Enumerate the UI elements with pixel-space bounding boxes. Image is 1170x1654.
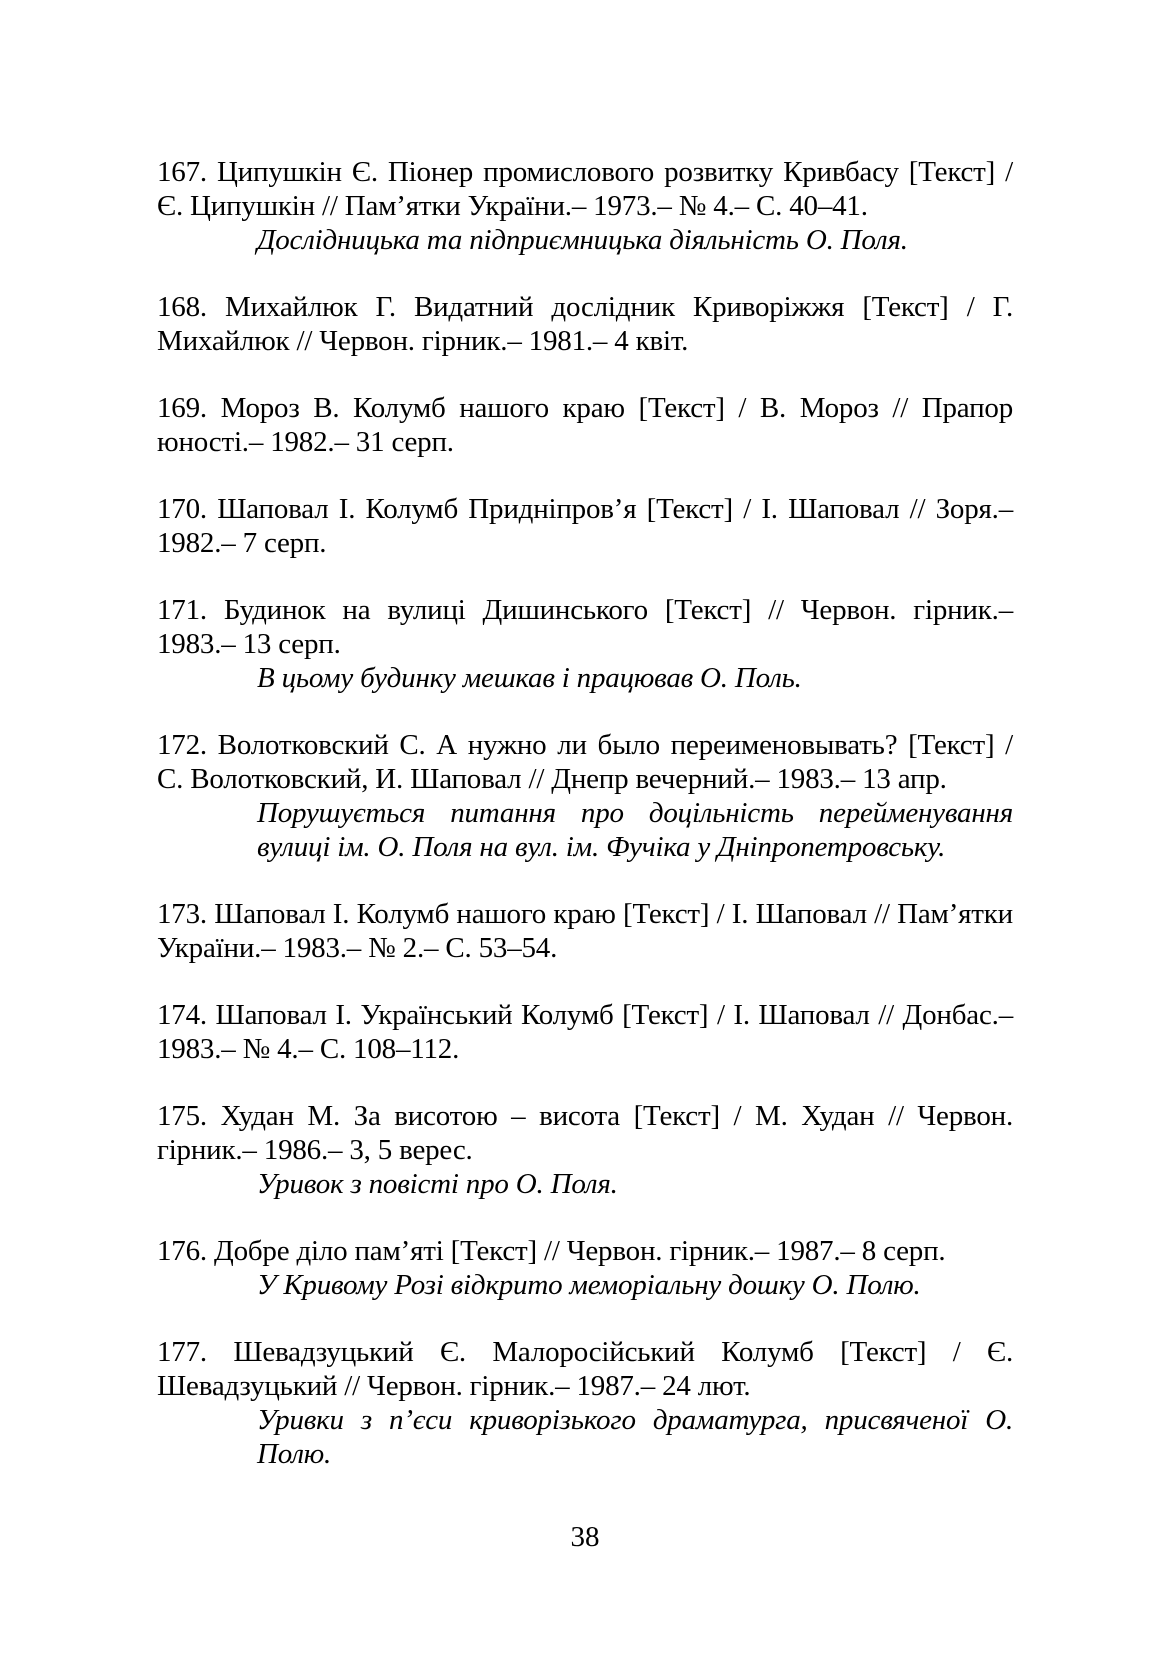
entry-citation: 167. Ципушкін Є. Піонер промислового розвитку Кривбасу [Текст] / Є. Ципушкін // Пам’ятки України.– 1973.– № 4.– С. 40–41. [157, 156, 1013, 222]
bibliography-entry-172 [157, 728, 1013, 864]
bibliography-list [157, 155, 1013, 1471]
entry-citation: 172. Волотковский С. А нужно ли было переименовывать? [Текст] / С. Волотковский, И. Шаповал // Днепр вечерний.– 1983.– 13 апр. [157, 729, 1013, 795]
entry-citation: 175. Худан М. За висотою – висота [Текст] / М. Худан // Червон. гірник.– 1986.– 3, 5 верес. [157, 1100, 1013, 1166]
bibliography-entry-174 [157, 998, 1013, 1066]
bibliography-entry-170 [157, 492, 1013, 560]
entry-annotation: Уривки з п’єси криворізького драматурга, присвяченої О. Полю. [257, 1404, 1013, 1470]
entry-annotation: Порушується питання про доцільність перейменування вулиці ім. О. Поля на вул. ім. Фучіка у Дніпропетровську. [257, 797, 1013, 863]
bibliography-entry-176 [157, 1234, 1013, 1302]
bibliography-entry-169 [157, 391, 1013, 459]
entry-citation: 171. Будинок на вулиці Дишинського [Текст] // Червон. гірник.– 1983.– 13 серп. [157, 594, 1013, 660]
entry-citation: 173. Шаповал І. Колумб нашого краю [Текст] / І. Шаповал // Пам’ятки України.– 1983.– № 2.– С. 53–54. [157, 898, 1013, 964]
bibliography-entry-175 [157, 1099, 1013, 1201]
entry-citation: 174. Шаповал І. Український Колумб [Текст] / І. Шаповал // Донбас.– 1983.– № 4.– С. 108–112. [157, 999, 1013, 1065]
bibliography-entry-177 [157, 1335, 1013, 1471]
bibliography-entry-167 [157, 155, 1013, 257]
entry-annotation: Уривок з повісті про О. Поля. [257, 1168, 618, 1200]
entry-citation: 168. Михайлюк Г. Видатний дослідник Криворіжжя [Текст] / Г. Михайлюк // Червон. гірник.– 1981.– 4 квіт. [157, 291, 1013, 357]
bibliography-entry-171 [157, 593, 1013, 695]
entry-citation: 176. Добре діло пам’яті [Текст] // Червон. гірник.– 1987.– 8 серп. [157, 1235, 946, 1267]
entry-annotation: Дослідницька та підприємницька діяльність О. Поля. [257, 224, 908, 256]
entry-citation: 169. Мороз В. Колумб нашого краю [Текст] / В. Мороз // Прапор юності.– 1982.– 31 серп. [157, 392, 1013, 458]
entry-citation: 177. Шевадзуцький Є. Малоросійський Колумб [Текст] / Є. Шевадзуцький // Червон. гірник.– 1987.– 24 лют. [157, 1336, 1013, 1402]
bibliography-entry-168 [157, 290, 1013, 358]
bibliography-entry-173 [157, 897, 1013, 965]
page-number: 38 [570, 1521, 600, 1553]
entry-citation: 170. Шаповал І. Колумб Придніпров’я [Текст] / І. Шаповал // Зоря.– 1982.– 7 серп. [157, 493, 1013, 559]
entry-annotation: У Кривому Розі відкрито меморіальну дошку О. Полю. [257, 1269, 921, 1301]
entry-annotation: В цьому будинку мешкав і працював О. Поль. [257, 662, 802, 694]
